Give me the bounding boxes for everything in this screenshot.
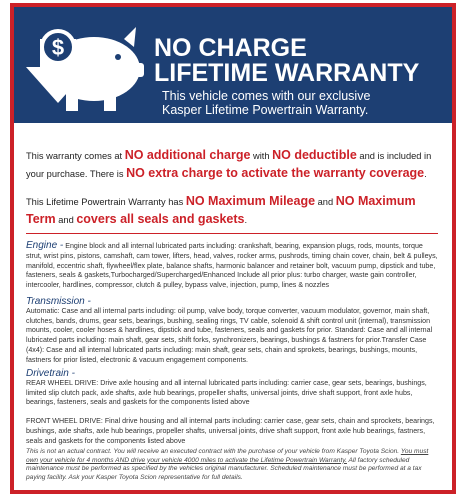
- intro-paragraph-2: [26, 193, 442, 229]
- headline-line1: NO CHARGE: [154, 34, 307, 62]
- highlight-no-max-term: NO Maximum Term: [26, 194, 416, 226]
- intro-text: This warranty comes at: [26, 151, 125, 161]
- subheadline-line1: This vehicle comes with our exclusive: [162, 89, 371, 103]
- engine-title: Engine -: [26, 240, 64, 251]
- disclaimer-text: All factory scheduled maintenance must be performed as specified by the vehicles original manufacturer. Scheduled maintenance must be performed at a tax paying facility. Ask your Kasper Toyota Scion representative for full details.: [26, 456, 422, 481]
- svg-text:$: $: [51, 35, 65, 60]
- piggy-bank-dollar-icon: [26, 17, 146, 115]
- headline-line2: LIFETIME WARRANTY: [154, 59, 420, 87]
- intro-paragraph-1: [26, 147, 442, 183]
- transmission-section: [26, 297, 440, 366]
- drivetrain-rear-text: REAR WHEEL DRIVE: Drive axle housing and all internal lubricated parts including: carrier case, gear sets, bearings, bushings, limited slip clutch pack, axle shafts, axle hub bearings, propeller shafts, universal joints, drive shaft support, front axle hubs, bearings, fasteners, seals and gaskets for the components listed above: [26, 378, 427, 407]
- drivetrain-front-text: FRONT WHEEL DRIVE: Final drive housing and all internal parts including: carrier case, gear sets, chain and sprockets, bearings, bushings, axle shafts, axle hub bearings, propeller shafts, universal joints, drive shaft support, front axle hub bearings, fastners, seals and gaskets for the components listed above: [26, 417, 435, 445]
- intro-text: and: [315, 197, 336, 207]
- transmission-title: Transmission -: [26, 296, 91, 307]
- intro-text: .: [244, 215, 248, 225]
- highlight-no-extra-charge: NO extra charge to activate the warranty coverage: [126, 166, 425, 180]
- disclaimer-activation-terms: You must own your vehicle for 4 months AND drive your vehicle 4000 miles to activate the Lifetime Powertrain Warranty.: [26, 448, 429, 464]
- highlight-no-deductible: NO deductible: [272, 148, 357, 162]
- divider: [26, 233, 438, 234]
- engine-section: [26, 241, 440, 291]
- header-banner: [14, 7, 452, 123]
- intro-text: This Lifetime Powertrain Warranty has: [26, 197, 186, 207]
- transmission-text: Automatic: Case and all internal parts including: oil pump, valve body, torque converter, vacuum modulator, governor, main shaft, clutches, bands, drums, gear sets, bearings, bushing, sealing rings, TV cable, solenoid & shift control unit (internal), transmission mounts, cooler, cooler hoses & hardlines, dipstick and tube, fasteners, seals and gaskets for prior. Standard: Case and all internal lubricated parts including: main shaft, gear sets, shift forks, synchronizers, bearings, bushings & fastners for prior.Transfer Case (4x4): Case and all internal lubricated parts including: main shaft, gear sets, chain and sprokets, bearings, bushings, mounts, fastners for prior listed, electronic & vacuum engagement components.: [26, 306, 433, 364]
- disclaimer: [26, 448, 438, 482]
- engine-text: Engine block and all internal lubricated parts including: crankshaft, bearing, expansion plugs, rods, mounts, torque strut, wrist pins, pistons, camshaft, cam tower, lifters, head, valves, rocker arms, pushrods, timing chain cover, chain, belt & pulleys, manifold, eccentric shaft, flywheel/flex plate, balance shafts, harmonic balancer and retainer bolt, vacuum pump, dipstick and tube, fasteners, seals & gaskets,Turbocharged/Supercharged/Enhanced Include all prior plus: turbo charger, waste gain controller, intercooler, hardlines, compressor, clutch & pulley, bypass valve, injection, pump, lines & nozzles: [26, 242, 438, 290]
- highlight-covers-seals: covers all seals and gaskets: [76, 212, 245, 226]
- intro-text: and: [55, 215, 77, 225]
- highlight-no-max-mileage: NO Maximum Mileage: [185, 194, 316, 208]
- subheadline-line2: Kasper Lifetime Powertrain Warranty.: [162, 103, 369, 117]
- drivetrain-section: [26, 369, 440, 447]
- intro-text: with: [250, 151, 273, 161]
- drivetrain-title: Drivetrain -: [26, 368, 75, 379]
- intro-text: and is included in your purchase. There is: [26, 151, 432, 179]
- highlight-no-additional-charge: NO additional charge: [124, 148, 251, 162]
- warranty-card: [10, 3, 456, 494]
- intro-text: .: [424, 169, 427, 179]
- disclaimer-text: This is not an actual contract. You will receive an executed contract with the purchase of your vehicle from Kasper Toyota Scion.: [26, 448, 401, 455]
